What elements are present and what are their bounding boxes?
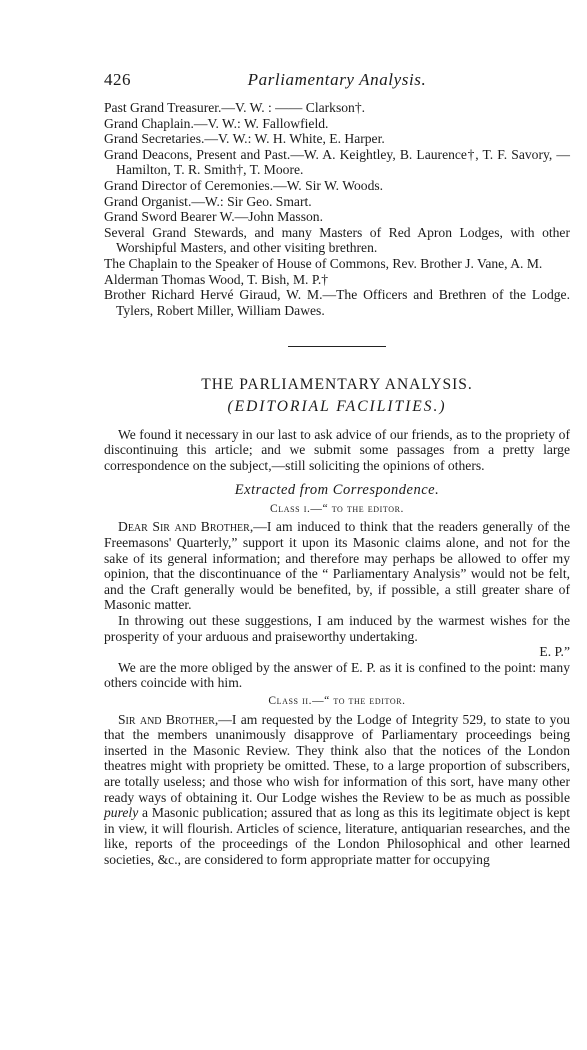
attendee-line: Grand Secretaries.—V. W.: W. H. White, E. Harper. <box>104 131 385 147</box>
attendee-line: Grand Deacons, Present and Past.—W. A. Keightley, B. Laurence†, T. F. Savory, — Hamilton, T. R. Smith†, T. Moore. <box>104 146 570 178</box>
section-divider <box>288 346 386 347</box>
salutation: Sir and Brother, <box>118 711 219 727</box>
extract-heading: Extracted from Correspondence. <box>234 482 440 499</box>
class-one-heading: Class i.—“ to the editor. <box>269 502 404 515</box>
attendee-line: Past Grand Treasurer.—V. W. : —— Clarkson†. <box>104 100 366 115</box>
attendee-line: The Chaplain to the Speaker of House of Commons, Rev. Brother J. Vane, A. M. <box>104 255 543 271</box>
running-title: Parliamentary Analysis. <box>247 70 427 89</box>
attendee-line: Grand Director of Ceremonies.—W. Sir W. Woods. <box>104 177 384 193</box>
class-two-letter-paragraph <box>104 712 570 868</box>
attendee-line: Alderman Thomas Wood, T. Bish, M. P.† <box>104 271 329 287</box>
attendee-line: Grand Sword Bearer W.—John Masson. <box>104 209 323 225</box>
letter-text: —I am requested by the Lodge of Integrity 529, to state to you that the members unanimously disapprove of Parliamentary proceedings being inserted in the Masonic Review. They think also that the notices of the London theatres might with propriety be omitted. These, to a large proportion of subscribers, are totally useless; and those who wish for information of this sort, have many other ready ways of obtaining it. Our Lodge wishes the Review to be as much as possible <box>104 711 570 805</box>
page-body <box>104 100 570 868</box>
section-title: THE PARLIAMENTARY ANALYSIS. <box>201 376 473 394</box>
editor-comment: We are the more obliged by the answer of E. P. as it is confined to the point: many others coincide with him. <box>104 659 570 691</box>
letter-text: —I am induced to think that the readers generally of the Freemasons' Quarterly,” support it upon its Masonic claims alone, and not for the sake of its general information; and therefore may perhaps be allowed to offer my opinion, that the discontinuance of the “ Parliamentary Analysis” would not be felt, and the Craft generally would be benefited, by, if possible, a still greater share of Masonic matter. <box>104 519 570 613</box>
attendee-line: Grand Chaplain.—V. W.: W. Fallowfield. <box>104 115 329 131</box>
intro-paragraph: We found it necessary in our last to ask advice of our friends, as to the propriety of discontinuing this article; and we submit some passages from a pretty large correspondence on the subject,—still soliciting the opinions of others. <box>104 426 570 473</box>
section-subtitle: (EDITORIAL FACILITIES.) <box>227 397 447 415</box>
attendee-line: Several Grand Stewards, and many Masters of Red Apron Lodges, with other Worshipful Masters, and other visiting brethren. <box>104 224 570 256</box>
class-two-heading: Class ii.—“ to the editor. <box>268 695 406 707</box>
running-head <box>104 70 570 92</box>
class-one-letter-closing <box>104 613 570 660</box>
signature: E. P.” <box>539 644 570 660</box>
attendee-line: Brother Richard Hervé Giraud, W. M.—The Officers and Brethren of the Lodge. Tylers, Robert Miller, William Dawes. <box>104 287 570 318</box>
page-number: 426 <box>104 70 131 89</box>
letter-text: a Masonic publication; assured that as long as this its legitimate object is kept in view, it will flourish. Articles of science, literature, antiquarian researches, and the like, reports of the proceedings of the London Philosophical and other learned societies, &c., are considered to form appropriate matter for occupying <box>104 805 570 867</box>
emphasis-text: purely <box>104 805 139 821</box>
attendee-line: Grand Organist.—W.: Sir Geo. Smart. <box>104 193 312 209</box>
class-one-letter-paragraph <box>104 519 570 613</box>
salutation: Dear Sir and Brother, <box>118 519 254 535</box>
attendee-list <box>104 100 570 318</box>
letter-text: In throwing out these suggestions, I am induced by the warmest wishes for the prosperity of your arduous and praiseworthy undertaking. <box>104 613 570 644</box>
